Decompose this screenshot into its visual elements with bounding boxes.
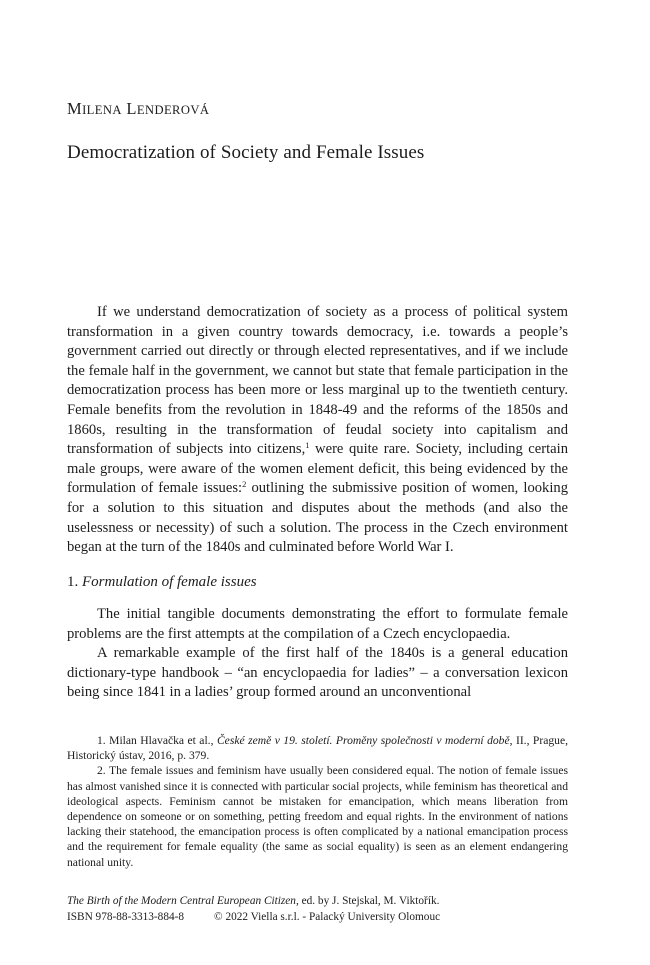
section-heading [67, 574, 257, 591]
intro-text-part-2: were quite rare. Society, including certain male groups, were aware of the women element deficit, this being evidenced by the formulation of female issues: [67, 441, 569, 497]
section-number: 1. [67, 574, 82, 590]
section-paragraph-2: A remarkable example of the first half of the 1840s is a general education dictionary-type handbook – “an encyclopaedia for ladies” – a conversation lexicon being since 1841 in a ladies’ group formed around an unconventional [67, 645, 568, 701]
section-title: Formulation of female issues [82, 574, 257, 590]
footnote-1-book-title: České země v 19. století. Proměny společnosti v moderní době [216, 734, 510, 747]
footnote-ref-2[interactable]: 2 [242, 479, 247, 490]
footer-copyright: © 2022 Viella s.r.l. - Palacký University Olomouc [214, 911, 441, 923]
author-last-rest: ENDEROVÁ [136, 103, 210, 117]
author-first-initial: M [67, 99, 83, 118]
footnote-1 [67, 733, 568, 763]
footnote-2: 2. The female issues and feminism have usually been considered equal. The notion of female issues has almost vanished since it is connected with particular social projects, while feminism has theoretical and ideological aspects. Feminism cannot be mistaken for emancipation, which means liberation from dependence on someone or on something, petting freedom and equal rights. In the environment of nations lacking their statehood, the emancipation process is often complicated by a national emancipation process and the requirement for female equality (the same as social equality) is seen as an element endangering national unity. [67, 764, 568, 869]
author-name [67, 99, 209, 119]
footnotes [67, 733, 568, 870]
section-paragraph-1: The initial tangible documents demonstrating the effort to formulate female problems are the first attempts at the compilation of a Czech encyclopaedia. [67, 606, 568, 642]
footer-citation [67, 893, 440, 909]
footnote-1-end: , II., Prague, Historický ústav, 2016, p. 379. [67, 734, 569, 763]
intro-text-part-1: If we understand democratization of society as a process of political system transformation in a given country towards democracy, i.e. towards a people’s government carried out directly or through elected representatives, and if we include the female half in the government, we cannot but state that female participation in the democratization process has been more or less marginal up to the twentieth century. Female benefits from the revolution in 1848-49 and the reforms of the 1850s and 1860s, resulting in the transformation of feudal society into capitalism and transformation of subjects into citizens, [67, 304, 568, 458]
footer-isbn-line [67, 909, 440, 925]
footer-editors: , ed. by J. Stejskal, M. Viktořík. [295, 895, 440, 907]
footnote-1-start: 1. Milan Hlavačka et al., [97, 734, 217, 747]
chapter-title: Democratization of Society and Female Issues [67, 142, 425, 163]
intro-text-part-3: outlining the submissive position of women, looking for a solution to this situation and disputes about the methods (and also the uselessness or necessity) of such a solution. The process in the Czech environment began at the turn of the 1840s and culminated before World War I. [67, 480, 568, 556]
intro-section [67, 303, 568, 558]
footer-isbn: ISBN 978-88-3313-884-8 [67, 911, 185, 923]
author-last-initial: L [126, 99, 137, 118]
footer-book-title: The Birth of the Modern Central European Citizen [67, 895, 296, 907]
page-footer [67, 893, 440, 925]
intro-paragraph [67, 303, 568, 558]
section-body [67, 605, 568, 703]
footnote-ref-1[interactable]: 1 [305, 440, 310, 451]
author-first-rest: ILENA [82, 103, 122, 117]
